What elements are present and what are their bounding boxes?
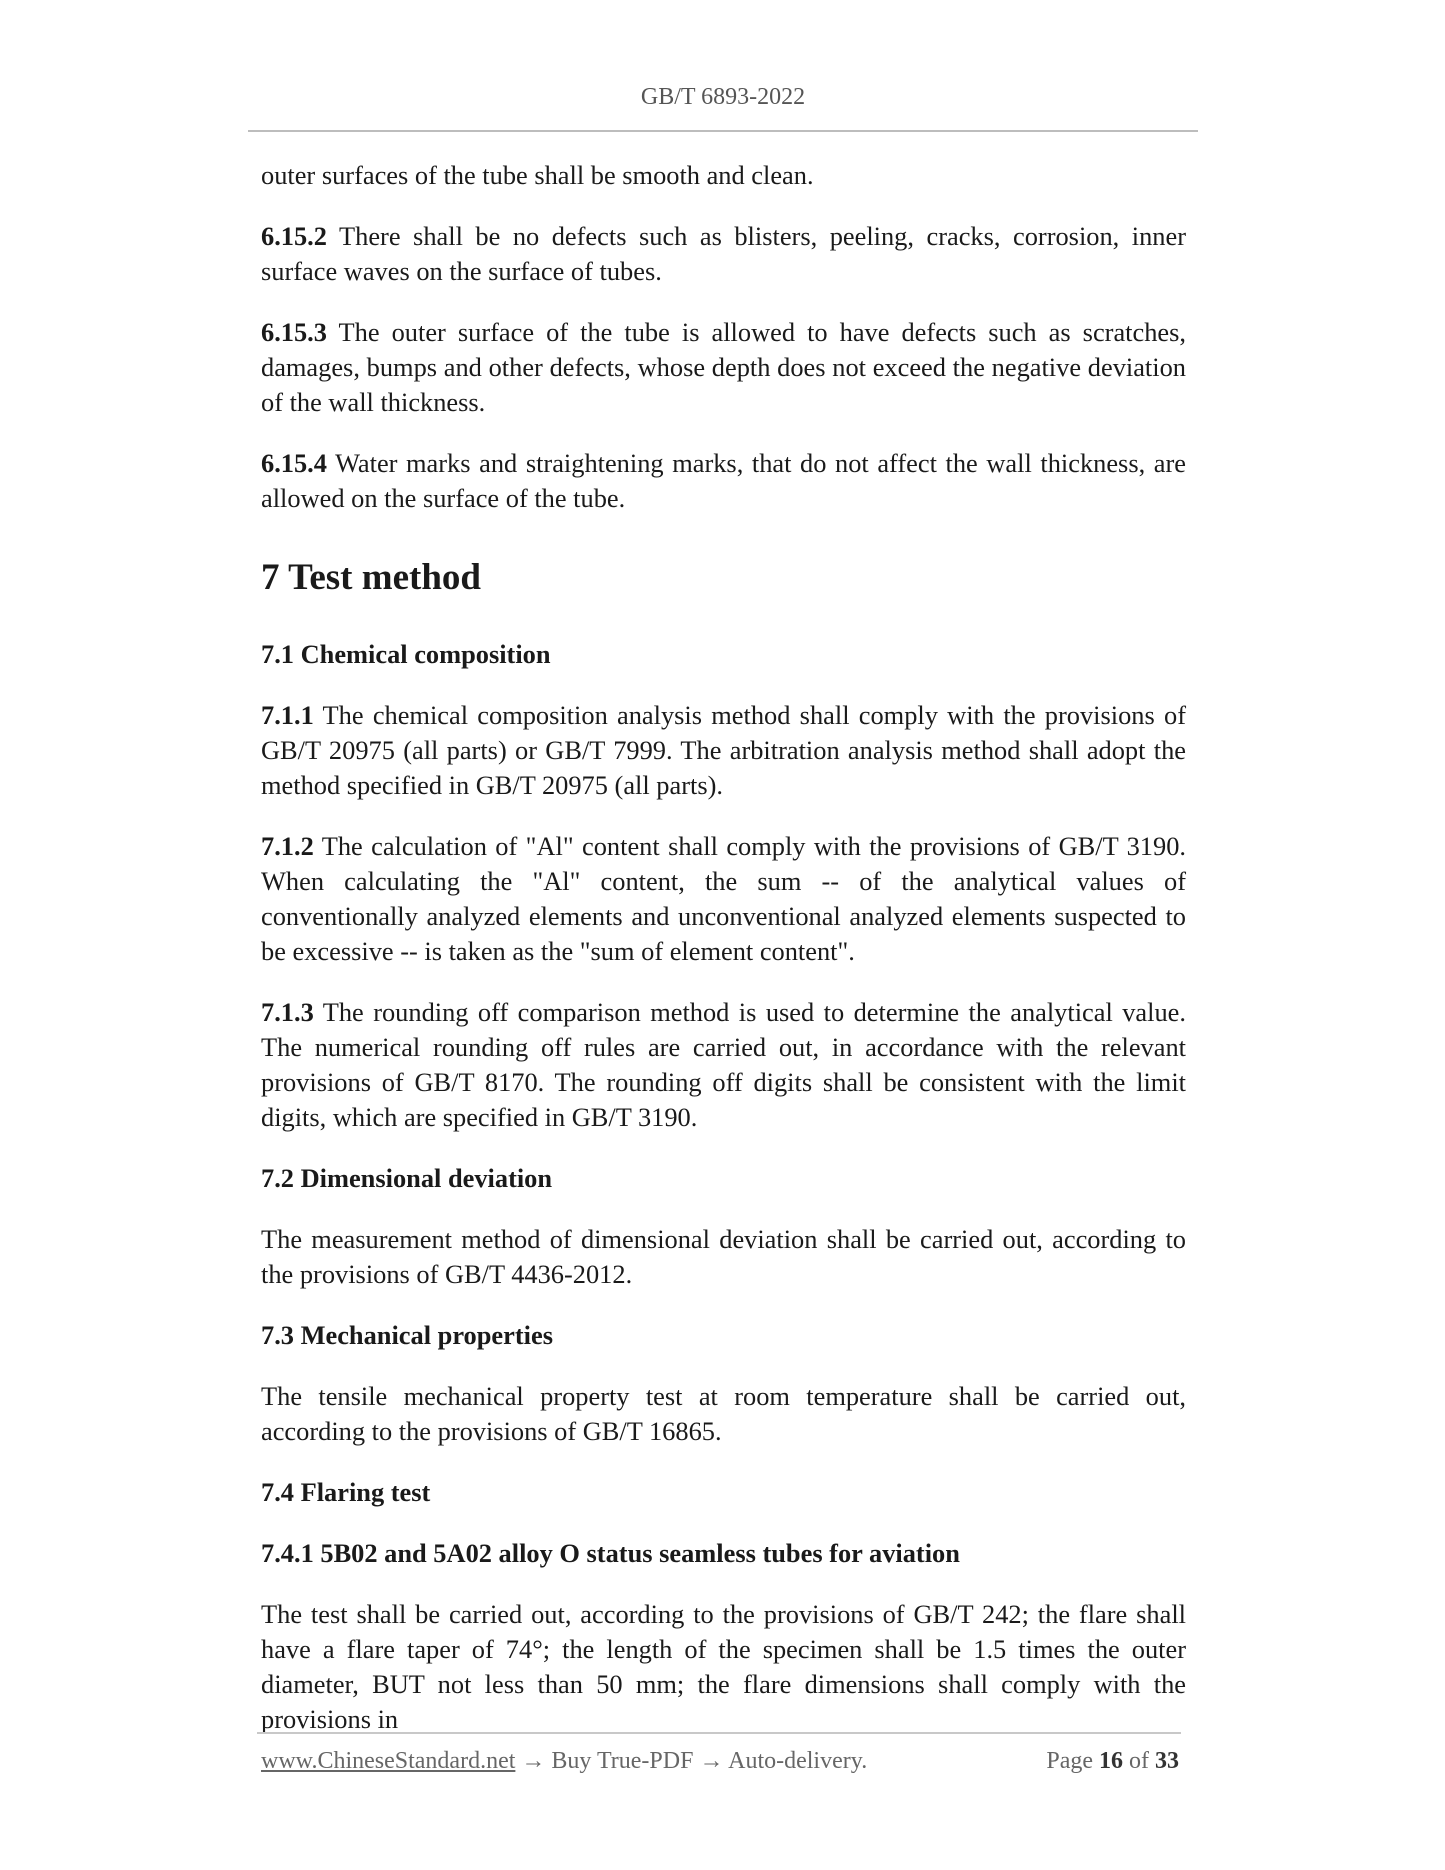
subsection-heading-7-4: 7.4 Flaring test (261, 1477, 431, 1507)
clause-number: 6.15.2 (261, 221, 327, 251)
clause-7-1-2 (261, 829, 1186, 969)
clause-number: 6.15.3 (261, 317, 327, 347)
footer-promo (261, 1748, 867, 1775)
subsection-heading-7-3: 7.3 Mechanical properties (261, 1320, 553, 1350)
clause-number: 6.15.4 (261, 448, 327, 478)
footer-divider (257, 1732, 1181, 1734)
current-page: 16 (1099, 1748, 1123, 1774)
total-pages: 33 (1155, 1748, 1179, 1774)
clause-text: The chemical composition analysis method shall comply with the provisions of GB/T 20975 (all parts) or GB/T 7999. The arbitration analysis method shall adopt the method specified in GB/T 20975 (all parts). (261, 700, 1186, 800)
clause-number: 7.1.1 (261, 700, 314, 730)
clause-7-1-3 (261, 995, 1186, 1135)
clause-6-15-4 (261, 446, 1186, 516)
page-content (261, 158, 1186, 1763)
clause-text: The outer surface of the tube is allowed to have defects such as scratches, damages, bumps and other defects, whose depth does not exceed the negative deviation of the wall thickness. (261, 317, 1186, 417)
footer-tagline: → Buy True-PDF → Auto-delivery. (515, 1748, 868, 1774)
section-heading-7: 7 Test method (261, 557, 481, 598)
subsection-heading-7-1: 7.1 Chemical composition (261, 639, 551, 669)
paragraph: The tensile mechanical property test at room temperature shall be carried out, according to the provisions of GB/T 16865. (261, 1381, 1186, 1446)
paragraph: outer surfaces of the tube shall be smooth and clean. (261, 160, 814, 190)
page-label: Page (1046, 1748, 1099, 1774)
clause-text: Water marks and straightening marks, that do not affect the wall thickness, are allowed on the surface of the tube. (261, 448, 1186, 513)
clause-text: The calculation of "Al" content shall comply with the provisions of GB/T 3190. When calculating the "Al" content, the sum -- of the analytical values of conventionally analyzed elements and unconventional analyzed elements suspected to be excessive -- is taken as the "sum of element content". (261, 831, 1186, 966)
subsection-heading-7-4-1: 7.4.1 5B02 and 5A02 alloy O status seamless tubes for aviation (261, 1538, 960, 1568)
clause-6-15-3 (261, 315, 1186, 420)
clause-number: 7.1.2 (261, 831, 314, 861)
header-divider (248, 130, 1198, 132)
paragraph: The measurement method of dimensional deviation shall be carried out, according to the provisions of GB/T 4436-2012. (261, 1224, 1186, 1289)
subsection-heading-7-2: 7.2 Dimensional deviation (261, 1163, 553, 1193)
page-number (1046, 1748, 1179, 1775)
paragraph: The test shall be carried out, according to the provisions of GB/T 242; the flare shall have a flare taper of 74°; the length of the specimen shall be 1.5 times the outer diameter, BUT not less than 50 mm; the flare dimensions shall comply with the provisions in (261, 1599, 1186, 1734)
clause-7-1-1 (261, 698, 1186, 803)
website-link[interactable]: www.ChineseStandard.net (261, 1748, 516, 1774)
clause-text: There shall be no defects such as blisters, peeling, cracks, corrosion, inner surface waves on the surface of tubes. (261, 221, 1186, 286)
clause-6-15-2 (261, 219, 1186, 289)
clause-number: 7.1.3 (261, 997, 314, 1027)
document-code: GB/T 6893-2022 (640, 84, 806, 110)
clause-text: The rounding off comparison method is used to determine the analytical value. The numerical rounding off rules are carried out, in accordance with the relevant provisions of GB/T 8170. The rounding off digits shall be consistent with the limit digits, which are specified in GB/T 3190. (261, 997, 1186, 1132)
page-of-label: of (1123, 1748, 1155, 1774)
page-header (248, 84, 1198, 111)
